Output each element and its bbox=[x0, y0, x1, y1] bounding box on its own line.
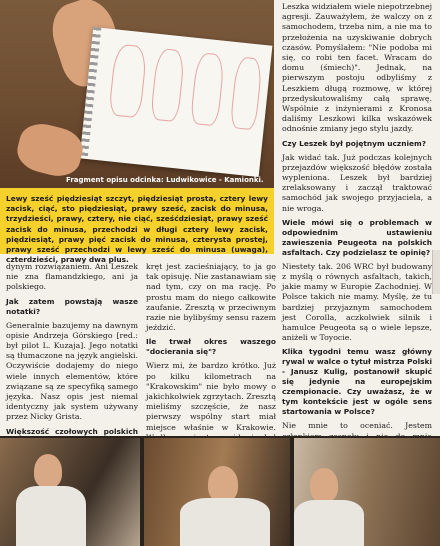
sketch-mark bbox=[108, 43, 147, 118]
paragraph: Wierz mi, że bardzo krótko. Już po kilku kilometrach na "Krakowskim" nie było mowy o jakichkolwiek zgrzytach. Zresztą mieliśmy szczęście, że nasz pierwszy wspólny start miał miejsce właśnie w Krakowie. bbox=[146, 361, 276, 432]
sketch-mark bbox=[190, 52, 225, 127]
photo-driver-right bbox=[294, 438, 440, 546]
person-head bbox=[310, 468, 338, 502]
person-shirt bbox=[16, 486, 86, 546]
top-photo-notebook bbox=[0, 0, 274, 188]
photo-driver-left bbox=[0, 438, 140, 546]
interview-question: Klika tygodni temu wasz główny rywal w walce o tytuł mistrza Polski - Janusz Kulig, postanowił skupić się jedynie na europejskim czempionacie. Czy uważasz, że w tym kontekście jest w ogóle sens startowania w Polsce? bbox=[282, 347, 432, 417]
photo-caption: Fragment opisu odcinka: Ludwikowice - Kamionki. bbox=[66, 176, 264, 184]
paragraph: dynym rozwiązaniem. Ani Leszek nie zna flamandzkiego, ani ja polskiego. bbox=[6, 262, 138, 292]
notebook-image bbox=[80, 27, 273, 177]
photo-driver-center bbox=[144, 438, 290, 546]
interview-question: Czy Leszek był pojętnym uczniem? bbox=[282, 138, 427, 148]
sketch-mark bbox=[230, 56, 263, 130]
sketch-mark bbox=[150, 48, 185, 123]
interview-question: Jak zatem powstają wasze notatki? bbox=[6, 296, 138, 316]
paragraph: Leszka widziałem wiele niepotrzebnej agresji. Zauważyłem, że walczy on z samochodem, trzeba nim, a nie ma to przełożenia na uzyskiwanie dobrych czasów. Pomyślałem: "Nie podoba mi się, co robi ten facet. Wracam do domu (śmiech)". Jednak, na pierwszym postoju odbyliśmy z Leszkiem długą rozmowę, w której przedyskutowaliśmy całą sprawę. Wspólnie z inżynierami z Kronosa daliśmy Leszkowi kilka wskazówek odnośnie zmiany jego stylu jazdy. bbox=[282, 2, 432, 134]
paragraph: Nie mnie to oceniać. Jestem bbox=[282, 421, 432, 431]
paragraph: Niestety tak. 206 WRC był budowany z myślą o równych asfaltach, takich, jakie mamy w Europie Zachodniej. W Polsce takich nie mamy. Myślę, że tu bardziej przyjaznym samochodem jest Corolla, aczkolwiek silnik i hamulce Peugeota są o wiele lepsze, aniżeli w Toyocie. bbox=[282, 261, 432, 343]
person-shirt bbox=[180, 498, 270, 546]
person-head bbox=[208, 466, 238, 502]
person-head bbox=[34, 454, 62, 488]
page-edge-tab bbox=[432, 250, 440, 294]
interview-question: Większość czołowych polskich bbox=[6, 426, 138, 436]
paragraph: Jak widać tak. Już podczas kolejnych przejazdów większość błędów została wypleniona. Leszek był bardziej zrelaksowany i zaczął traktować samochód jak swojego przyjaciela, a nie wroga. bbox=[282, 152, 432, 213]
person-shirt bbox=[294, 500, 364, 546]
pace-notes-box: Lewy sześć piędziesiąt szczyt, piędziesiąt prosta, cztery lewy zacisk, ciąć, sto piędziesiąt, prawy sześć, zacisk do minusa, trzydzieści, prawy, cztery, nie ciąć, sześćdziesiąt, prawy sześć zacisk do minusa, przechodzi w długi cztery lewy zacisk, piędziesiąt, prawy pięć zacisk do minusa, czterysta prostej, prawy sześć przechodzi w lewy sześć do minusa (uwaga), czterdzieści, prawy dwa plus. bbox=[0, 188, 274, 254]
hand-shape bbox=[13, 119, 87, 181]
interview-question: Ile trwał okres waszego "docierania się"? bbox=[146, 337, 276, 357]
paragraph: Generalnie bazujemy na dawnym opisie Andrzeja Górskiego [red.: był pilot L. Kuzaja]. Jego notatki są tłumaczone na język angielski. Oczywiście dodajemy do niego wiele innych elementów, które związane są ze specyfiką samego języka. Nasz opis jest niemal identyczny jak system używany przez Nicky Grista. bbox=[6, 320, 138, 422]
bottom-photo-strip bbox=[0, 436, 440, 546]
interview-question: Wiele mówi się o problemach w odpowiednim ustawieniu zawieszenia Peugeota na polskich asfaltach. Czy podzielasz te opinię? bbox=[282, 217, 432, 257]
paragraph: kręt jest zacieśniający, to ja go tak opisuję. Nie zastanawiam się nad tym, czy on ma rację. Po prostu mam do niego całkowite zaufanie. Zresztą w przeciwnym razie nie bylibyśmy sensu razem jeździć. bbox=[146, 262, 276, 333]
